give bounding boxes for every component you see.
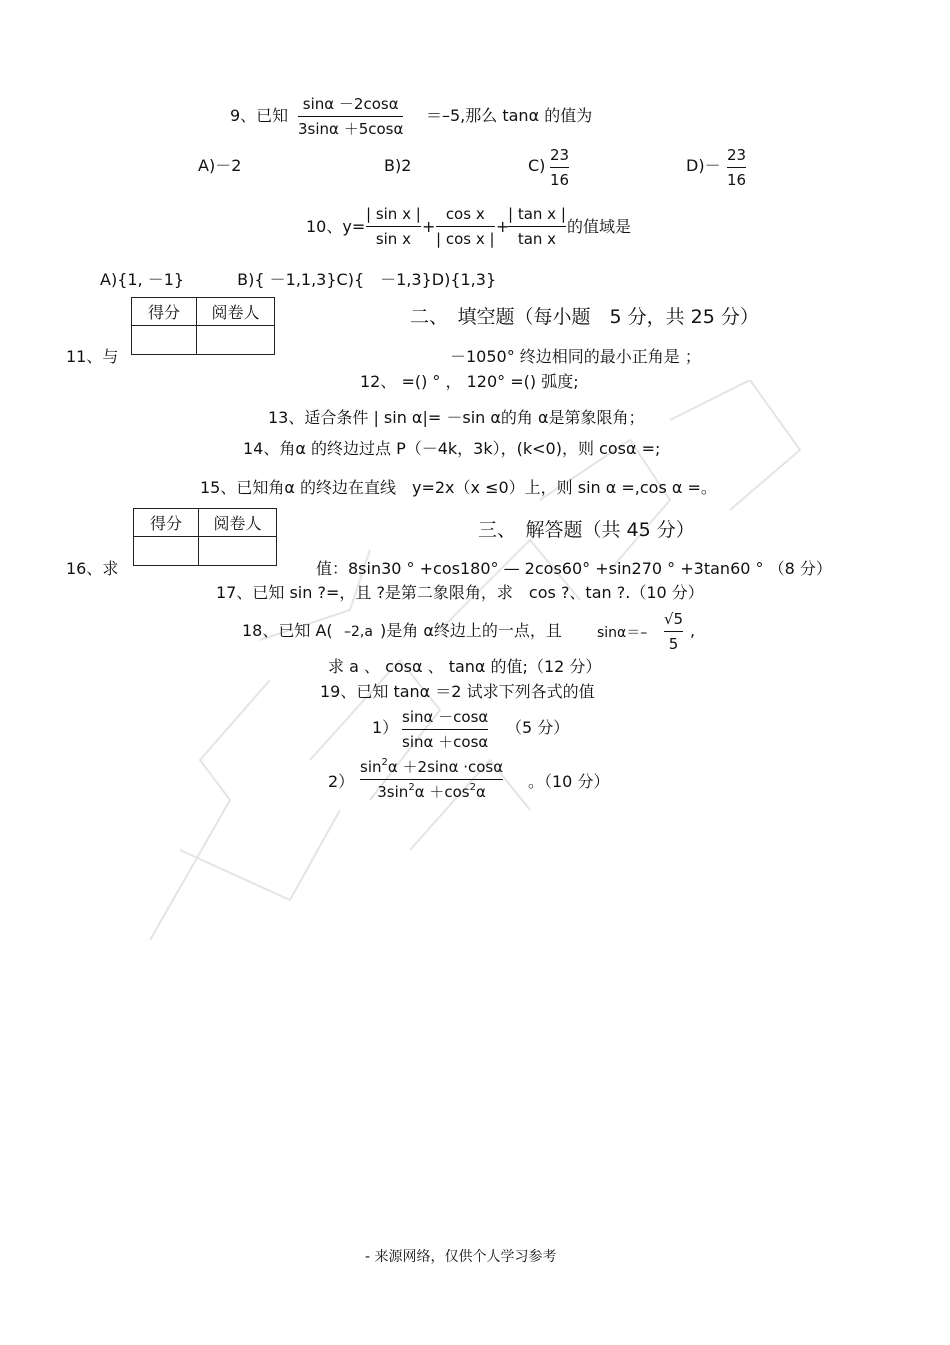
q9-suffix: ＝–5,那么 tanα 的值为 bbox=[426, 106, 593, 125]
q10-plus-2: + bbox=[496, 217, 510, 236]
q11-text: －1050° 终边相同的最小正角是 ； bbox=[450, 347, 701, 366]
q19-part1-fraction bbox=[402, 710, 488, 750]
q9-option-c: C) bbox=[528, 156, 546, 175]
q14-text: 14、角α 的终边过点 P（－4k，3k），(k<0)，则 cosα =; bbox=[243, 439, 661, 458]
fraction-denominator: 5 bbox=[668, 635, 679, 653]
fraction-bar bbox=[664, 631, 683, 632]
q15-text: 15、已知角α 的终边在直线 y=2x（x ≤0）上，则 sin α =,cos α =。 bbox=[200, 478, 717, 497]
q9-fraction bbox=[298, 97, 403, 137]
q18-prefix: 18、已知 A( bbox=[242, 621, 333, 640]
text-part: α ＋2sinα ·cosα bbox=[387, 758, 504, 776]
q9-option-a: A)－2 bbox=[198, 156, 242, 175]
fraction-denominator: tan x bbox=[517, 230, 557, 248]
fraction-numerator: sinα －cosα bbox=[402, 708, 489, 726]
score-header: 得分 bbox=[134, 509, 199, 537]
fraction-denominator: | cos x | bbox=[436, 230, 495, 248]
q9-option-d-fraction bbox=[727, 148, 746, 188]
q9-option-b: B)2 bbox=[384, 156, 412, 175]
q19-part2-label: 2） bbox=[328, 772, 355, 791]
q18-point: –2,a bbox=[344, 624, 373, 640]
q11-prefix: 11、与 bbox=[66, 347, 119, 366]
grader-header: 阅卷人 bbox=[197, 298, 275, 326]
watermark-decoration bbox=[110, 380, 810, 980]
score-header: 得分 bbox=[132, 298, 197, 326]
q9-fraction-numerator: sinα －2cosα bbox=[302, 95, 399, 113]
q9-option-d: D)－ bbox=[686, 156, 721, 175]
score-cell[interactable] bbox=[134, 537, 199, 566]
q9-option-c-fraction bbox=[550, 148, 569, 188]
q10-plus-1: + bbox=[422, 217, 436, 236]
grader-cell[interactable] bbox=[197, 326, 275, 355]
q19-part2-score: 。（10 分） bbox=[528, 772, 610, 791]
section-3-title: 三、 解答题（共 45 分） bbox=[478, 519, 695, 541]
q12-text: 12、 =() ° ， 120° =() 弧度; bbox=[360, 372, 579, 391]
grader-header: 阅卷人 bbox=[199, 509, 277, 537]
q10-prefix: 10、y= bbox=[306, 217, 366, 236]
superscript: 2 bbox=[469, 782, 476, 793]
superscript: 2 bbox=[381, 757, 388, 768]
text-part: 3sin bbox=[377, 783, 409, 801]
fraction-bar bbox=[366, 226, 421, 227]
q16-text: 值：8sin30 ° +cos180° — 2cos60° +sin270 ° +3tan60 ° （8 分） bbox=[316, 559, 832, 578]
fraction-bar bbox=[360, 779, 503, 780]
fraction-denominator: sin x bbox=[375, 230, 411, 248]
q9-prefix: 9、已知 bbox=[230, 106, 289, 125]
fraction-denominator: sinα ＋cosα bbox=[402, 733, 489, 751]
fraction-denominator: 16 bbox=[727, 171, 747, 189]
fraction-numerator bbox=[360, 757, 504, 776]
fraction-numerator: √5 bbox=[664, 610, 684, 628]
fraction-numerator: 23 bbox=[550, 146, 570, 164]
fraction-numerator: 23 bbox=[727, 146, 747, 164]
q16-prefix: 16、求 bbox=[66, 559, 119, 578]
q10-options: A){1, －1} B){ －1,1,3}C){ －1,3}D){1,3} bbox=[100, 270, 497, 289]
text-part: α bbox=[475, 783, 486, 801]
fraction-numerator: | sin x | bbox=[366, 205, 421, 223]
grader-cell[interactable] bbox=[199, 537, 277, 566]
section-2-title: 二、 填空题（每小题 5 分，共 25 分） bbox=[410, 306, 759, 328]
q19-part1-label: 1） bbox=[372, 718, 399, 737]
score-box bbox=[131, 297, 275, 355]
fraction-bar bbox=[402, 729, 488, 730]
q19-text: 19、已知 tanα ＝2 试求下列各式的值 bbox=[320, 682, 595, 701]
fraction-bar bbox=[727, 167, 746, 168]
q9-fraction-denominator: 3sinα ＋5cosα bbox=[298, 120, 404, 138]
q17-text: 17、已知 sin ?=，且 ?是第二象限角，求 cos ?、tan ?.（10 分） bbox=[216, 583, 704, 602]
page-footer: - 来源网络，仅供个人学习参考 bbox=[365, 1249, 557, 1265]
fraction-numerator: | tan x | bbox=[508, 205, 566, 223]
fraction-bar bbox=[436, 226, 495, 227]
fraction-denominator bbox=[360, 782, 503, 801]
fraction-bar bbox=[508, 226, 566, 227]
text-part: sin bbox=[360, 758, 382, 776]
q10-fraction-2 bbox=[436, 207, 495, 247]
q19-part1-score: （5 分） bbox=[506, 718, 570, 737]
q13-text: 13、适合条件 | sin α|= －sin α的角 α是第象限角； bbox=[268, 408, 645, 427]
q10-fraction-1 bbox=[366, 207, 421, 247]
fraction-numerator: cos x bbox=[445, 205, 485, 223]
score-box bbox=[133, 508, 277, 566]
q18-mid: )是角 α终边上的一点，且 bbox=[380, 621, 562, 640]
score-cell[interactable] bbox=[132, 326, 197, 355]
superscript: 2 bbox=[408, 782, 415, 793]
q10-fraction-3 bbox=[508, 207, 566, 247]
q18-fraction bbox=[664, 612, 683, 652]
q18-comma: , bbox=[690, 621, 696, 640]
q19-part2-fraction bbox=[360, 757, 504, 801]
q18-line2: 求 a 、 cosα 、 tanα 的值;（12 分） bbox=[328, 657, 602, 676]
fraction-denominator: 16 bbox=[550, 171, 570, 189]
q18-sin-label: sinα＝– bbox=[597, 625, 648, 641]
fraction-bar bbox=[298, 116, 403, 117]
q10-suffix: 的值域是 bbox=[567, 217, 632, 236]
text-part: α ＋cos bbox=[414, 783, 470, 801]
fraction-bar bbox=[550, 167, 569, 168]
